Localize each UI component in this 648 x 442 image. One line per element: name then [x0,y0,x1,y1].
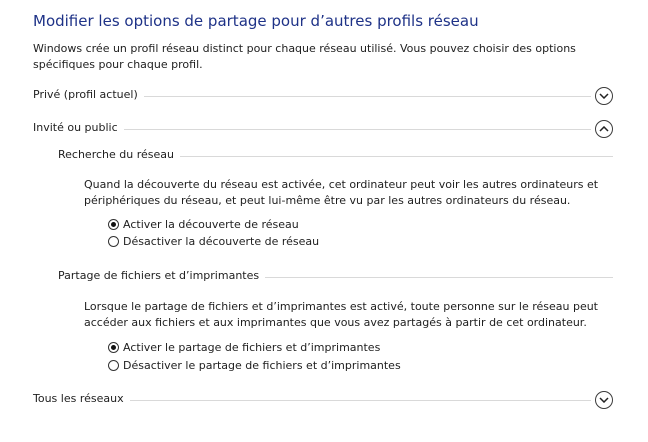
radio-unchecked-icon [108,360,119,371]
radio-checked-icon [108,219,119,230]
file-printer-sharing-heading: Partage de fichiers et d’imprimantes [58,269,265,282]
profile-guest-public-toggle[interactable] [595,120,613,138]
radio-label: Activer la découverte de réseau [123,218,299,231]
file-printer-sharing-description: Lorsque le partage de fichiers et d’imprimantes est activé, toute personne sur le réseau peut accéder aux fichiers et aux imprimantes que vous avez partagés à partir de cet ordinateur. [84,300,598,329]
file-printer-sharing-section [58,267,613,287]
radio-unchecked-icon [108,236,119,247]
network-discovery-description: Quand la découverte du réseau est activée, cet ordinateur peut voir les autres ordinateurs et périphériques du réseau, et peut lui-même être vu par les autres ordinateurs du réseau. [84,178,599,207]
profile-all-networks-header[interactable] [33,390,613,410]
file-printer-sharing-on-radio[interactable] [108,341,380,354]
profile-private-label: Privé (profil actuel) [33,88,144,101]
network-discovery-on-radio[interactable] [108,218,299,231]
profile-private-header[interactable] [33,86,613,106]
radio-checked-icon [108,342,119,353]
network-discovery-heading: Recherche du réseau [58,148,180,161]
radio-label: Désactiver le partage de fichiers et d’imprimantes [123,359,401,372]
network-discovery-section [58,146,613,166]
page-description: Windows crée un profil réseau distinct pour chaque réseau utilisé. Vous pouvez choisir des options spécifiques pour chaque profil. [33,42,576,71]
profile-all-networks-label: Tous les réseaux [33,392,130,405]
chevron-down-icon [599,93,609,99]
network-discovery-off-radio[interactable] [108,235,319,248]
chevron-down-icon [599,397,609,403]
profile-all-networks-toggle[interactable] [595,391,613,409]
profile-guest-public-header[interactable] [33,119,613,139]
page-title: Modifier les options de partage pour d’autres profils réseau [33,12,479,30]
profile-guest-public-label: Invité ou public [33,121,124,134]
chevron-up-icon [599,126,609,132]
profile-private-toggle[interactable] [595,87,613,105]
radio-label: Désactiver la découverte de réseau [123,235,320,248]
file-printer-sharing-off-radio[interactable] [108,359,401,372]
radio-label: Activer le partage de fichiers et d’imprimantes [123,341,381,354]
